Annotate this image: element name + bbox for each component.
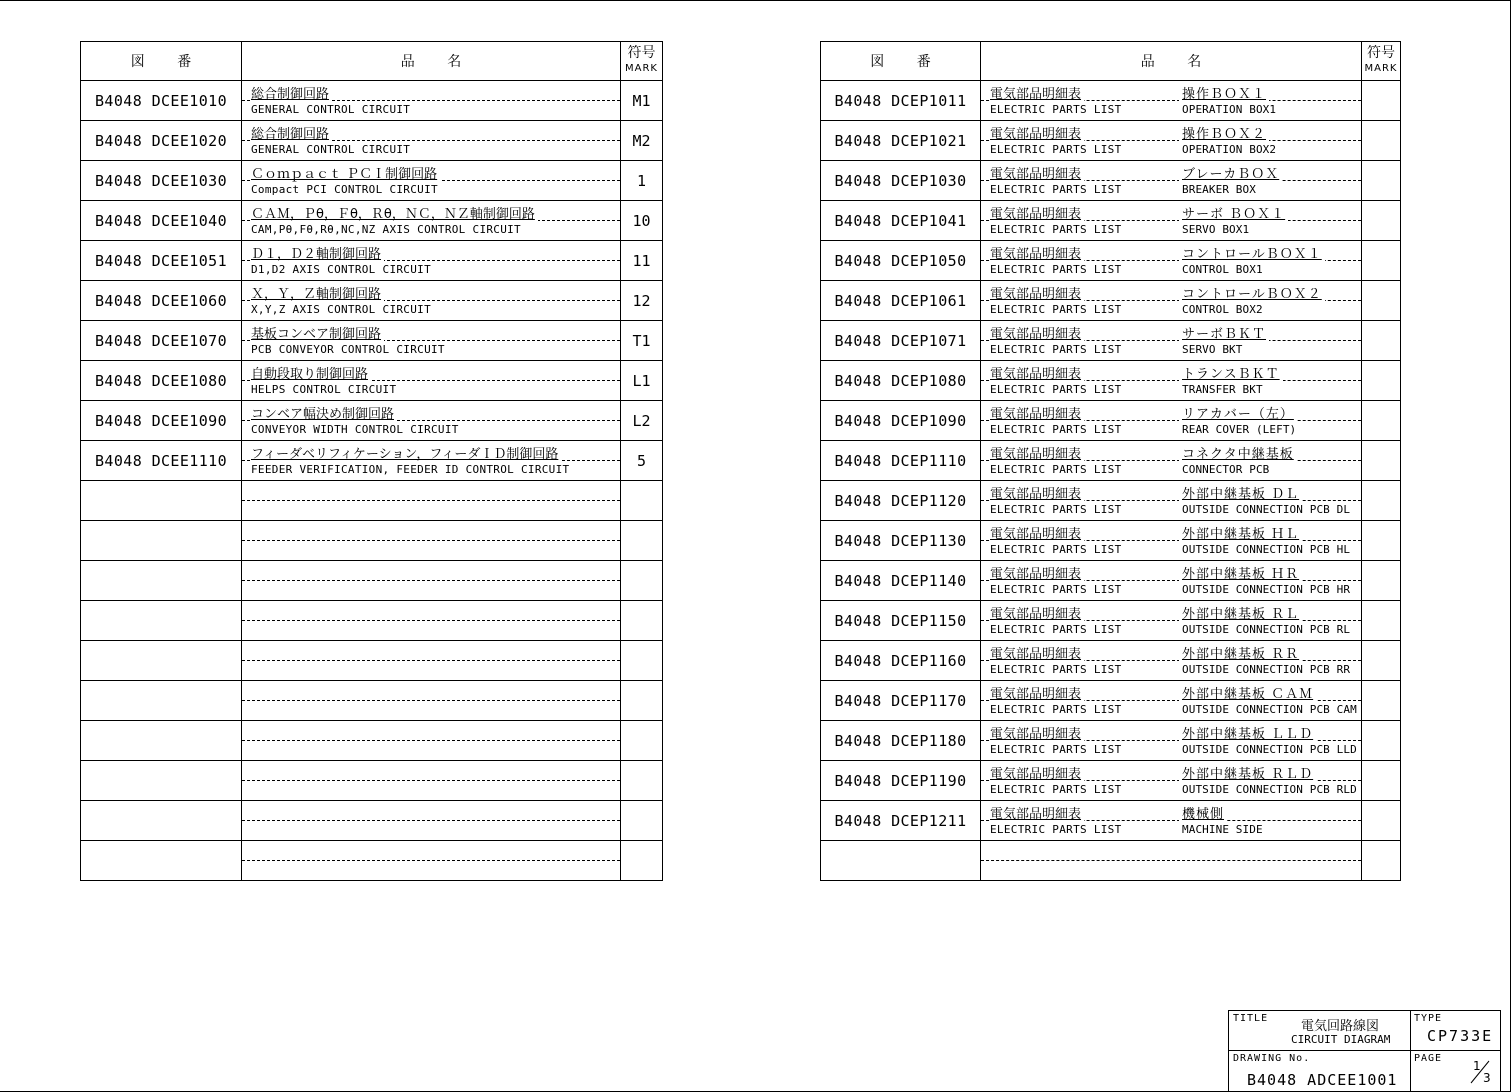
mark-cell bbox=[1362, 521, 1401, 561]
table-row bbox=[821, 521, 1401, 561]
mark-cell: L1 bbox=[621, 361, 663, 401]
item-name-en: CONVEYOR WIDTH CONTROL CIRCUIT bbox=[251, 423, 459, 436]
item-subname-en: OUTSIDE CONNECTION PCB CAM bbox=[1182, 703, 1357, 716]
item-name-cell bbox=[981, 321, 1362, 361]
title-jp: 電気回路線図 bbox=[1301, 1019, 1380, 1034]
item-name-en: ELECTRIC PARTS LIST bbox=[990, 703, 1122, 716]
page-total: 3 bbox=[1483, 1071, 1491, 1085]
item-name-jp: 総合制御回路 bbox=[251, 83, 332, 102]
page-number: 1 bbox=[1473, 1059, 1481, 1073]
drawing-number-cell: B4048 DCEE1110 bbox=[81, 441, 242, 481]
item-name-jp: Ｃｏｍｐａｃｔ ＰＣＩ制御回路 bbox=[251, 163, 440, 182]
mark-cell bbox=[621, 641, 663, 681]
header-mark: 符号 MARK bbox=[621, 42, 663, 81]
item-subname-en: CONNECTOR PCB bbox=[1182, 463, 1270, 476]
item-name-cell bbox=[242, 81, 621, 121]
drawing-number-cell: B4048 DCEP1160 bbox=[821, 641, 981, 681]
table-row bbox=[81, 401, 663, 441]
item-subname-en: OPERATION BOX1 bbox=[1182, 103, 1277, 116]
item-subname-jp: 操作ＢＯＸ１ bbox=[1179, 83, 1269, 102]
drawing-number-cell: B4048 DCEP1110 bbox=[821, 441, 981, 481]
item-name-en: PCB CONVEYOR CONTROL CIRCUIT bbox=[251, 343, 445, 356]
table-row bbox=[821, 321, 1401, 361]
item-name-cell bbox=[242, 401, 621, 441]
mark-cell bbox=[621, 481, 663, 521]
item-name-jp: 電気部品明細表 bbox=[990, 763, 1084, 782]
item-subname-jp: ブレーカＢＯＸ bbox=[1179, 163, 1282, 182]
item-name-en: ELECTRIC PARTS LIST bbox=[990, 383, 1122, 396]
drawing-number-cell bbox=[81, 521, 242, 561]
item-subname-jp: 外部中継基板 ＲＬＤ bbox=[1179, 763, 1316, 782]
table-row bbox=[81, 441, 663, 481]
item-name-jp: 電気部品明細表 bbox=[990, 683, 1084, 702]
item-name-cell bbox=[242, 521, 621, 561]
table-row bbox=[821, 361, 1401, 401]
table-row bbox=[821, 121, 1401, 161]
item-name-cell bbox=[981, 721, 1362, 761]
item-name-en: GENERAL CONTROL CIRCUIT bbox=[251, 103, 411, 116]
item-name-cell bbox=[242, 201, 621, 241]
item-name-cell bbox=[981, 481, 1362, 521]
table-row bbox=[81, 521, 663, 561]
mark-cell: L2 bbox=[621, 401, 663, 441]
item-name-cell bbox=[981, 401, 1362, 441]
leader-dash-line bbox=[981, 860, 1361, 861]
item-name-cell bbox=[981, 361, 1362, 401]
item-name-jp: 自動段取り制御回路 bbox=[251, 363, 371, 382]
item-name-cell bbox=[242, 561, 621, 601]
mark-cell: 11 bbox=[621, 241, 663, 281]
item-subname-en: SERVO BKT bbox=[1182, 343, 1243, 356]
item-name-cell bbox=[242, 121, 621, 161]
item-name-cell bbox=[242, 281, 621, 321]
mark-cell: T1 bbox=[621, 321, 663, 361]
item-name-en: ELECTRIC PARTS LIST bbox=[990, 463, 1122, 476]
item-name-cell bbox=[981, 521, 1362, 561]
table-row bbox=[81, 841, 663, 881]
item-name-cell bbox=[242, 361, 621, 401]
item-name-cell bbox=[242, 441, 621, 481]
item-subname-en: REAR COVER (LEFT) bbox=[1182, 423, 1297, 436]
drawing-no-label: DRAWING No. bbox=[1233, 1053, 1311, 1064]
item-name-jp: 電気部品明細表 bbox=[990, 723, 1084, 742]
item-name-cell bbox=[981, 281, 1362, 321]
item-subname-en: OUTSIDE CONNECTION PCB RLD bbox=[1182, 783, 1357, 796]
type-label: TYPE bbox=[1414, 1013, 1443, 1024]
mark-cell bbox=[621, 601, 663, 641]
item-subname-jp: コントロールＢＯＸ１ bbox=[1179, 243, 1325, 262]
drawing-number-cell bbox=[81, 841, 242, 881]
table-header-row bbox=[821, 42, 1401, 81]
header-drawing-no: 図 番 bbox=[81, 42, 242, 81]
item-name-cell bbox=[981, 641, 1362, 681]
item-subname-en: MACHINE SIDE bbox=[1182, 823, 1263, 836]
table-row bbox=[81, 281, 663, 321]
item-name-cell bbox=[242, 761, 621, 801]
mark-cell: 5 bbox=[621, 441, 663, 481]
item-subname-jp: サーボ ＢＯＸ１ bbox=[1179, 203, 1288, 222]
mark-cell bbox=[1362, 401, 1401, 441]
mark-cell: 12 bbox=[621, 281, 663, 321]
item-name-cell bbox=[242, 321, 621, 361]
right-parts-table bbox=[820, 41, 1401, 881]
item-name-en: CAM,Pθ,Fθ,Rθ,NC,NZ AXIS CONTROL CIRCUIT bbox=[251, 223, 521, 236]
item-name-en: ELECTRIC PARTS LIST bbox=[990, 503, 1122, 516]
item-name-en: HELPS CONTROL CIRCUIT bbox=[251, 383, 397, 396]
item-name-jp: 電気部品明細表 bbox=[990, 243, 1084, 262]
mark-cell bbox=[1362, 721, 1401, 761]
table-row bbox=[821, 761, 1401, 801]
item-name-jp: 電気部品明細表 bbox=[990, 123, 1084, 142]
item-name-cell bbox=[981, 441, 1362, 481]
drawing-number-cell bbox=[81, 561, 242, 601]
mark-cell bbox=[1362, 361, 1401, 401]
item-name-cell bbox=[981, 201, 1362, 241]
item-subname-jp: 外部中継基板 ＨＲ bbox=[1179, 563, 1302, 582]
item-name-en: ELECTRIC PARTS LIST bbox=[990, 743, 1122, 756]
item-name-cell bbox=[981, 241, 1362, 281]
item-name-cell bbox=[981, 561, 1362, 601]
mark-cell bbox=[1362, 201, 1401, 241]
item-name-cell bbox=[981, 801, 1362, 841]
table-row bbox=[821, 441, 1401, 481]
drawing-number-cell: B4048 DCEP1050 bbox=[821, 241, 981, 281]
item-subname-en: OUTSIDE CONNECTION PCB RL bbox=[1182, 623, 1351, 636]
leader-dash-line bbox=[242, 780, 620, 781]
drawing-number-cell bbox=[81, 601, 242, 641]
item-subname-en: OUTSIDE CONNECTION PCB RR bbox=[1182, 663, 1351, 676]
table-row bbox=[81, 161, 663, 201]
item-subname-jp: 外部中継基板 ＬＬＤ bbox=[1179, 723, 1316, 742]
item-name-cell bbox=[981, 681, 1362, 721]
mark-cell: 1 bbox=[621, 161, 663, 201]
drawing-number-cell bbox=[81, 481, 242, 521]
item-name-jp: コンベア幅決め制御回路 bbox=[251, 403, 397, 422]
mark-cell bbox=[1362, 641, 1401, 681]
item-name-jp: フィーダベリフィケーション，フィーダＩＤ制御回路 bbox=[251, 443, 561, 462]
item-name-cell bbox=[242, 721, 621, 761]
drawing-number-cell: B4048 DCEE1030 bbox=[81, 161, 242, 201]
table-row bbox=[81, 801, 663, 841]
mark-cell: M2 bbox=[621, 121, 663, 161]
header-mark: 符号 MARK bbox=[1362, 42, 1401, 81]
item-name-jp: 電気部品明細表 bbox=[990, 163, 1084, 182]
table-row bbox=[81, 121, 663, 161]
item-name-cell bbox=[242, 601, 621, 641]
mark-cell bbox=[1362, 441, 1401, 481]
table-row bbox=[81, 681, 663, 721]
item-name-jp: 総合制御回路 bbox=[251, 123, 332, 142]
item-name-en: ELECTRIC PARTS LIST bbox=[990, 783, 1122, 796]
title-label: TITLE bbox=[1233, 1013, 1269, 1024]
mark-cell bbox=[1362, 801, 1401, 841]
item-subname-jp: コネクタ中継基板 bbox=[1179, 443, 1297, 462]
leader-dash-line bbox=[242, 500, 620, 501]
item-name-jp: 電気部品明細表 bbox=[990, 323, 1084, 342]
item-name-cell bbox=[981, 841, 1362, 881]
item-subname-jp: 外部中継基板 ＲＲ bbox=[1179, 643, 1302, 662]
item-name-en: Compact PCI CONTROL CIRCUIT bbox=[251, 183, 438, 196]
table-row bbox=[821, 561, 1401, 601]
title-block bbox=[1228, 1010, 1501, 1091]
item-name-cell bbox=[981, 81, 1362, 121]
drawing-number-cell bbox=[81, 641, 242, 681]
item-name-en: ELECTRIC PARTS LIST bbox=[990, 263, 1122, 276]
drawing-number-cell: B4048 DCEE1060 bbox=[81, 281, 242, 321]
mark-cell bbox=[1362, 681, 1401, 721]
drawing-number-cell: B4048 DCEE1070 bbox=[81, 321, 242, 361]
table-row bbox=[821, 641, 1401, 681]
item-subname-en: CONTROL BOX1 bbox=[1182, 263, 1263, 276]
table-row bbox=[821, 281, 1401, 321]
table-row bbox=[821, 241, 1401, 281]
item-name-cell bbox=[242, 641, 621, 681]
mark-cell: M1 bbox=[621, 81, 663, 121]
item-name-jp: ＣＡＭ，Ｐθ，Ｆθ，Ｒθ，ＮＣ，ＮＺ軸制御回路 bbox=[251, 203, 538, 222]
table-row bbox=[821, 81, 1401, 121]
item-name-cell bbox=[242, 241, 621, 281]
drawing-number-cell: B4048 DCEP1011 bbox=[821, 81, 981, 121]
drawing-number-cell: B4048 DCEP1190 bbox=[821, 761, 981, 801]
drawing-number-cell: B4048 DCEE1051 bbox=[81, 241, 242, 281]
item-name-jp: 電気部品明細表 bbox=[990, 203, 1084, 222]
header-item-name: 品 名 bbox=[242, 42, 621, 81]
item-name-cell bbox=[242, 161, 621, 201]
table-row bbox=[821, 681, 1401, 721]
table-row bbox=[81, 81, 663, 121]
left-parts-table bbox=[80, 41, 663, 881]
mark-cell bbox=[1362, 761, 1401, 801]
mark-cell bbox=[1362, 321, 1401, 361]
item-name-en: ELECTRIC PARTS LIST bbox=[990, 423, 1122, 436]
leader-dash-line bbox=[242, 540, 620, 541]
table-row bbox=[821, 721, 1401, 761]
mark-cell bbox=[1362, 241, 1401, 281]
item-name-en: ELECTRIC PARTS LIST bbox=[990, 823, 1122, 836]
header-item-name: 品 名 bbox=[981, 42, 1362, 81]
item-name-jp: 電気部品明細表 bbox=[990, 363, 1084, 382]
item-subname-en: BREAKER BOX bbox=[1182, 183, 1256, 196]
item-name-cell bbox=[242, 801, 621, 841]
table-header-row bbox=[81, 42, 663, 81]
item-subname-jp: 操作ＢＯＸ２ bbox=[1179, 123, 1269, 142]
mark-cell bbox=[621, 561, 663, 601]
mark-cell bbox=[1362, 161, 1401, 201]
drawing-number-cell bbox=[81, 761, 242, 801]
drawing-number-cell: B4048 DCEE1020 bbox=[81, 121, 242, 161]
item-name-en: X,Y,Z AXIS CONTROL CIRCUIT bbox=[251, 303, 431, 316]
item-name-en: ELECTRIC PARTS LIST bbox=[990, 623, 1122, 636]
drawing-number-cell bbox=[81, 681, 242, 721]
drawing-number-cell bbox=[81, 801, 242, 841]
mark-cell bbox=[1362, 121, 1401, 161]
drawing-number-cell: B4048 DCEP1061 bbox=[821, 281, 981, 321]
item-subname-jp: コントロールＢＯＸ２ bbox=[1179, 283, 1325, 302]
table-row bbox=[821, 841, 1401, 881]
title-en: CIRCUIT DIAGRAM bbox=[1291, 1033, 1391, 1046]
mark-cell bbox=[1362, 481, 1401, 521]
item-name-cell bbox=[981, 161, 1362, 201]
item-name-jp: 電気部品明細表 bbox=[990, 83, 1084, 102]
item-name-en: GENERAL CONTROL CIRCUIT bbox=[251, 143, 411, 156]
table-row bbox=[821, 481, 1401, 521]
drawing-number-cell: B4048 DCEP1030 bbox=[821, 161, 981, 201]
item-name-en: ELECTRIC PARTS LIST bbox=[990, 343, 1122, 356]
leader-dash-line bbox=[242, 700, 620, 701]
item-name-cell bbox=[242, 481, 621, 521]
item-name-en: ELECTRIC PARTS LIST bbox=[990, 183, 1122, 196]
item-name-en: ELECTRIC PARTS LIST bbox=[990, 303, 1122, 316]
drawing-number-cell bbox=[81, 721, 242, 761]
drawing-number-cell: B4048 DCEP1041 bbox=[821, 201, 981, 241]
drawing-number-cell: B4048 DCEP1021 bbox=[821, 121, 981, 161]
item-subname-jp: 外部中継基板 ＨＬ bbox=[1179, 523, 1302, 542]
item-name-en: ELECTRIC PARTS LIST bbox=[990, 543, 1122, 556]
drawing-number-cell: B4048 DCEE1010 bbox=[81, 81, 242, 121]
drawing-number-cell: B4048 DCEP1150 bbox=[821, 601, 981, 641]
mark-cell bbox=[1362, 561, 1401, 601]
item-name-jp: 電気部品明細表 bbox=[990, 523, 1084, 542]
item-name-jp: Ｘ，Ｙ，Ｚ軸制御回路 bbox=[251, 283, 384, 302]
item-name-en: ELECTRIC PARTS LIST bbox=[990, 583, 1122, 596]
item-subname-en: SERVO BOX1 bbox=[1182, 223, 1250, 236]
item-name-en: ELECTRIC PARTS LIST bbox=[990, 143, 1122, 156]
table-row bbox=[821, 161, 1401, 201]
item-name-en: ELECTRIC PARTS LIST bbox=[990, 663, 1122, 676]
leader-dash-line bbox=[242, 620, 620, 621]
page-label: PAGE bbox=[1414, 1053, 1443, 1064]
table-row bbox=[81, 241, 663, 281]
table-row bbox=[821, 801, 1401, 841]
table-row bbox=[81, 321, 663, 361]
item-name-en: ELECTRIC PARTS LIST bbox=[990, 103, 1122, 116]
item-name-jp: 電気部品明細表 bbox=[990, 283, 1084, 302]
mark-cell bbox=[621, 681, 663, 721]
item-name-en: D1,D2 AXIS CONTROL CIRCUIT bbox=[251, 263, 431, 276]
drawing-number-cell: B4048 DCEP1211 bbox=[821, 801, 981, 841]
mark-cell bbox=[1362, 81, 1401, 121]
item-name-en: ELECTRIC PARTS LIST bbox=[990, 223, 1122, 236]
item-name-cell bbox=[981, 761, 1362, 801]
item-name-jp: 電気部品明細表 bbox=[990, 803, 1084, 822]
item-subname-en: TRANSFER BKT bbox=[1182, 383, 1263, 396]
drawing-number-cell: B4048 DCEP1071 bbox=[821, 321, 981, 361]
mark-cell bbox=[621, 761, 663, 801]
table-row bbox=[81, 761, 663, 801]
item-name-jp: Ｄ１，Ｄ２軸制御回路 bbox=[251, 243, 384, 262]
drawing-number-cell: B4048 DCEP1180 bbox=[821, 721, 981, 761]
item-subname-jp: トランスＢＫＴ bbox=[1179, 363, 1283, 382]
mark-cell bbox=[621, 841, 663, 881]
mark-cell bbox=[1362, 841, 1401, 881]
table-row bbox=[81, 361, 663, 401]
item-name-jp: 電気部品明細表 bbox=[990, 643, 1084, 662]
drawing-number-cell bbox=[821, 841, 981, 881]
title-block-divider bbox=[1229, 1050, 1500, 1051]
item-subname-en: OUTSIDE CONNECTION PCB HR bbox=[1182, 583, 1351, 596]
leader-dash-line bbox=[242, 580, 620, 581]
title-block-divider bbox=[1410, 1011, 1411, 1091]
drawing-number-cell: B4048 DCEP1130 bbox=[821, 521, 981, 561]
drawing-number-cell: B4048 DCEP1120 bbox=[821, 481, 981, 521]
item-name-cell bbox=[242, 681, 621, 721]
drawing-number-cell: B4048 DCEE1040 bbox=[81, 201, 242, 241]
table-row bbox=[81, 641, 663, 681]
drawing-number-cell: B4048 DCEP1140 bbox=[821, 561, 981, 601]
item-subname-jp: 機械側 bbox=[1179, 803, 1227, 822]
table-row bbox=[81, 561, 663, 601]
mark-cell bbox=[1362, 601, 1401, 641]
item-name-jp: 電気部品明細表 bbox=[990, 403, 1084, 422]
table-row bbox=[81, 721, 663, 761]
table-row bbox=[821, 401, 1401, 441]
table-row bbox=[81, 201, 663, 241]
item-name-cell bbox=[981, 601, 1362, 641]
table-row bbox=[81, 481, 663, 521]
mark-cell: 10 bbox=[621, 201, 663, 241]
mark-cell bbox=[621, 521, 663, 561]
item-name-jp: 基板コンベア制御回路 bbox=[251, 323, 384, 342]
table-row bbox=[81, 601, 663, 641]
item-name-jp: 電気部品明細表 bbox=[990, 483, 1084, 502]
drawing-number-cell: B4048 DCEE1090 bbox=[81, 401, 242, 441]
header-drawing-no: 図 番 bbox=[821, 42, 981, 81]
mark-cell bbox=[1362, 281, 1401, 321]
item-subname-jp: 外部中継基板 ＲＬ bbox=[1179, 603, 1302, 622]
drawing-number-cell: B4048 DCEE1080 bbox=[81, 361, 242, 401]
drawing-number-cell: B4048 DCEP1090 bbox=[821, 401, 981, 441]
item-subname-en: OUTSIDE CONNECTION PCB HL bbox=[1182, 543, 1351, 556]
item-name-jp: 電気部品明細表 bbox=[990, 563, 1084, 582]
item-subname-jp: サーボＢＫＴ bbox=[1179, 323, 1269, 342]
item-subname-en: OUTSIDE CONNECTION PCB LLD bbox=[1182, 743, 1357, 756]
leader-dash-line bbox=[242, 660, 620, 661]
mark-cell bbox=[621, 801, 663, 841]
table-row bbox=[821, 601, 1401, 641]
item-name-cell bbox=[242, 841, 621, 881]
type-value: CP733E bbox=[1427, 1027, 1494, 1045]
item-subname-jp: リアカバー（左） bbox=[1179, 403, 1297, 422]
item-subname-jp: 外部中継基板 ＤＬ bbox=[1179, 483, 1302, 502]
item-subname-en: OPERATION BOX2 bbox=[1182, 143, 1277, 156]
leader-dash-line bbox=[242, 740, 620, 741]
drawing-number-cell: B4048 DCEP1170 bbox=[821, 681, 981, 721]
item-subname-jp: 外部中継基板 ＣＡＭ bbox=[1179, 683, 1316, 702]
table-row bbox=[821, 201, 1401, 241]
item-name-cell bbox=[981, 121, 1362, 161]
leader-dash-line bbox=[242, 820, 620, 821]
item-name-jp: 電気部品明細表 bbox=[990, 443, 1084, 462]
drawing-no-value: B4048 ADCEE1001 bbox=[1247, 1071, 1398, 1089]
item-name-en: FEEDER VERIFICATION, FEEDER ID CONTROL CIRCUIT bbox=[251, 463, 570, 476]
leader-dash-line bbox=[242, 860, 620, 861]
item-subname-en: OUTSIDE CONNECTION PCB DL bbox=[1182, 503, 1351, 516]
item-name-jp: 電気部品明細表 bbox=[990, 603, 1084, 622]
drawing-number-cell: B4048 DCEP1080 bbox=[821, 361, 981, 401]
item-subname-en: CONTROL BOX2 bbox=[1182, 303, 1263, 316]
mark-cell bbox=[621, 721, 663, 761]
